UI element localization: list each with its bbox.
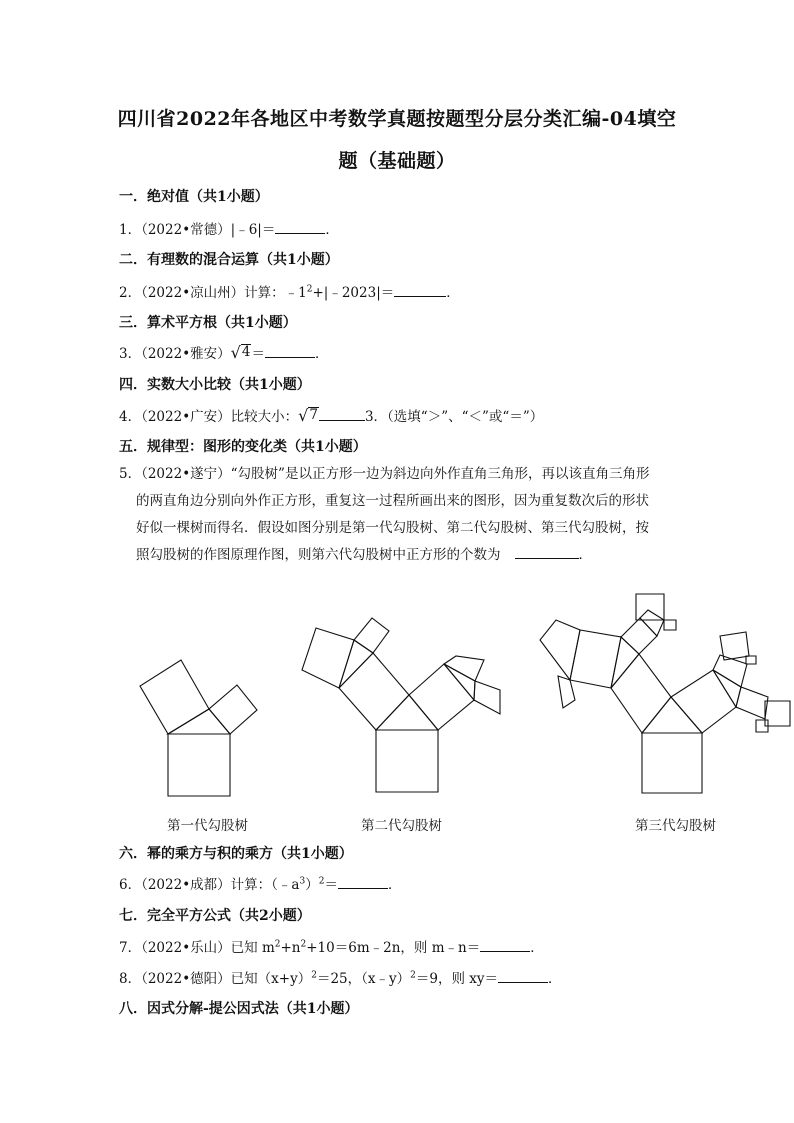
question-7-part2: +n	[280, 940, 301, 956]
tree-square	[640, 610, 664, 636]
tree-triangle	[444, 664, 475, 700]
question-6-exp2: 2	[318, 876, 325, 887]
question-3-eq: ＝	[251, 346, 265, 362]
answer-blank-8[interactable]	[498, 968, 548, 983]
tree-square	[376, 730, 438, 792]
caption-gen1: 第一代勾股树	[167, 818, 248, 834]
section-heading-1: 一．绝对值（共1小题）	[119, 189, 269, 205]
question-8-text: 8．（2022•德阳）已知（x+y）	[119, 971, 312, 987]
tree-square	[354, 618, 389, 653]
section-heading-5: 五．规律型：图形的变化类（共1小题）	[119, 439, 367, 455]
answer-blank-6[interactable]	[338, 874, 388, 889]
sqrt-symbol: √ 4	[230, 343, 251, 362]
section-heading-8: 八．因式分解-提公因式法（共1小题）	[119, 1001, 359, 1017]
section-heading-2: 二．有理数的混合运算（共1小题）	[119, 252, 339, 268]
tree-triangle	[713, 670, 741, 707]
question-3-radicand: 4	[241, 344, 251, 360]
tree-triangle	[376, 695, 438, 730]
sqrt-symbol: √ 7	[298, 406, 318, 425]
tree-square	[540, 620, 580, 680]
tree-square	[570, 630, 621, 688]
tree-square	[746, 656, 756, 664]
tree-triangle	[339, 640, 373, 688]
tree-square	[409, 664, 474, 730]
question-4-text: 4．（2022•广安）比较大小：	[119, 409, 299, 425]
question-3-suffix: ．	[314, 346, 329, 362]
section-heading-3: 三．算术平方根（共1小题）	[119, 315, 297, 331]
question-5-line2: 的两直角边分别向外作正方形，重复这一过程所画出来的图形，因为重复数次后的形状	[136, 493, 649, 509]
tree-square	[444, 656, 484, 681]
question-7-suffix: ．	[530, 940, 544, 956]
tree-triangle	[642, 697, 702, 733]
question-7-part3: +10＝6m﹣2n，则 m﹣n＝	[306, 940, 481, 956]
section-heading-7: 七．完全平方公式（共2小题）	[119, 908, 311, 924]
question-1-text: 1．（2022•常德）|﹣6|＝	[119, 222, 276, 238]
tree-square	[720, 632, 749, 660]
section-heading-4: 四．实数大小比较（共1小题）	[119, 377, 311, 393]
tree-gen2	[302, 618, 500, 792]
tree-square	[168, 734, 230, 796]
question-5-line1: 5．（2022•遂宁）“勾股树”是以正方形一边为斜边向外作直角三角形，再以该直角三角形	[119, 466, 650, 482]
question-8-exp1: 2	[311, 970, 317, 981]
tree-gen3	[540, 594, 790, 793]
question-5-line4: 照勾股树的作图原理作图，则第六代勾股树中正方形的个数为	[136, 547, 501, 563]
tree-square	[611, 654, 671, 733]
tree-square	[339, 653, 409, 730]
tree-triangle	[611, 637, 639, 688]
tree-square	[736, 687, 768, 719]
question-6-suffix: ．	[387, 877, 402, 893]
tree-square	[474, 681, 500, 714]
question-1-suffix: ．	[325, 222, 339, 238]
question-8-suffix: ．	[547, 971, 562, 987]
question-2-mid: +|﹣2023|＝	[312, 285, 395, 301]
question-2-suffix: ．	[446, 285, 460, 301]
question-5-suffix: ．	[578, 547, 592, 563]
page-title-line1: 四川省2022年各地区中考数学真题按题型分层分类汇编-04填空	[117, 108, 677, 130]
question-8-part2: ＝25，（x﹣y）	[316, 971, 411, 987]
tree-square	[621, 618, 657, 654]
tree-square	[713, 655, 747, 687]
question-7	[119, 936, 544, 956]
question-8-part3: ＝9，则 xy＝	[415, 971, 498, 987]
caption-gen3: 第三代勾股树	[635, 818, 716, 834]
question-5-line3: 好似一棵树而得名．假设如图分别是第一代勾股树、第二代勾股树、第三代勾股树，按	[136, 520, 649, 536]
question-8	[119, 967, 561, 987]
page-title-line2: 题（基础题）	[338, 150, 456, 172]
question-7-exp1: 2	[274, 939, 281, 950]
answer-blank-7[interactable]	[480, 937, 530, 952]
caption-gen2: 第二代勾股树	[361, 818, 442, 834]
question-2-exponent: 2	[306, 284, 313, 295]
tree-square	[765, 701, 790, 726]
question-6-after: ＝	[324, 877, 338, 893]
question-6-exp1: 3	[299, 876, 306, 887]
question-6-text: 6．（2022•成都）计算：（﹣a	[119, 877, 300, 893]
question-2-text: 2．（2022•凉山州）计算：﹣1	[119, 285, 307, 301]
tree-square	[642, 733, 702, 793]
section-heading-6: 六．幂的乘方与积的乘方（共1小题）	[119, 846, 353, 862]
tree-square	[209, 685, 257, 734]
tree-square	[671, 670, 736, 733]
question-6	[119, 873, 401, 893]
question-8-exp2: 2	[410, 970, 416, 981]
question-7-exp2: 2	[300, 939, 307, 950]
question-4-after: 3．（选填“＞”、“＜”或“＝”）	[364, 409, 544, 425]
question-6-mid: ）	[305, 877, 319, 893]
tree-square	[302, 628, 354, 688]
question-3-text: 3．（2022•雅安）	[119, 346, 231, 362]
tree-square	[636, 594, 664, 620]
tree-gen1	[140, 660, 257, 796]
tree-triangle	[168, 709, 230, 734]
question-7-text: 7．（2022•乐山）已知 m	[119, 940, 275, 956]
tree-square	[664, 620, 676, 630]
tree-square	[140, 660, 209, 734]
question-4-radicand: 7	[309, 407, 318, 423]
